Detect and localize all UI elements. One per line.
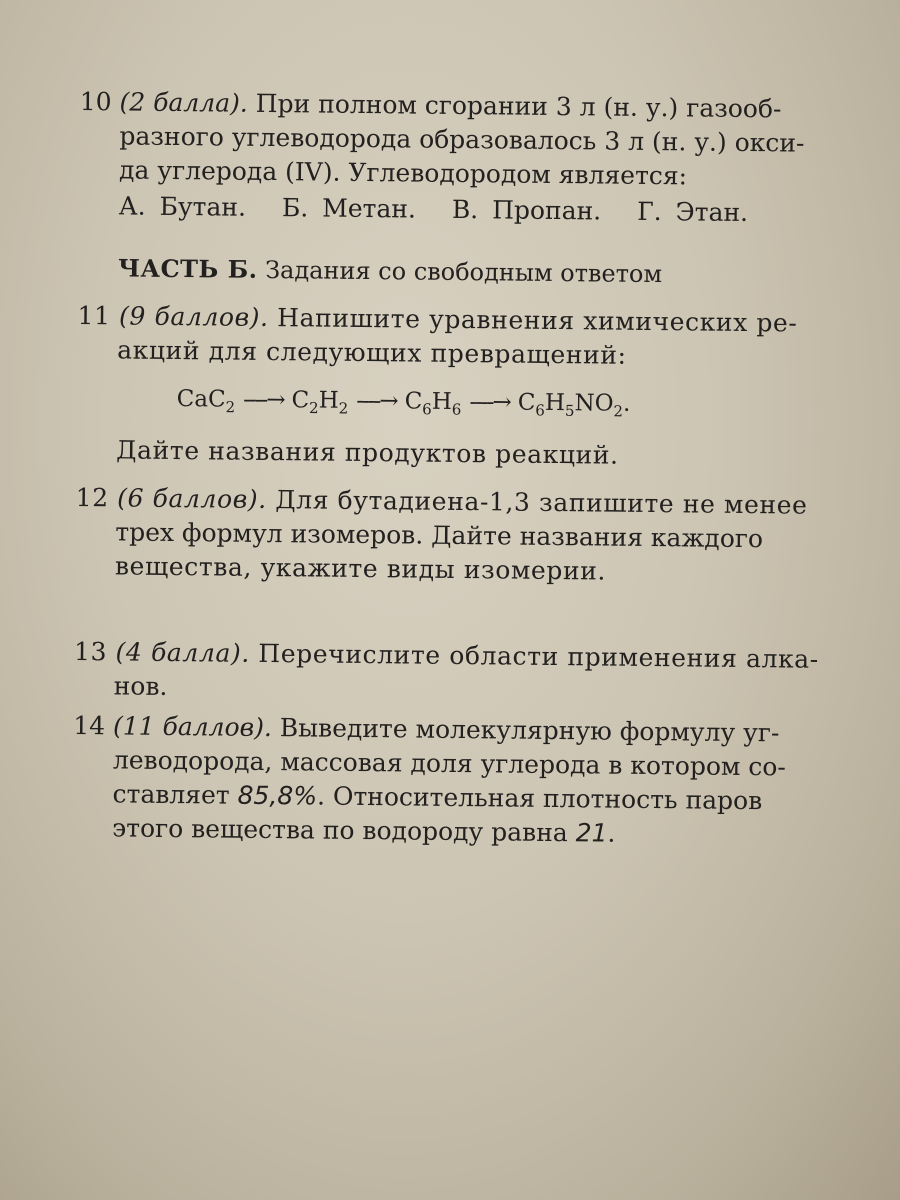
reaction-scheme xyxy=(176,382,796,430)
part-b-heading xyxy=(118,251,798,292)
task-14-line-2: леводорода, массовая доля углерода в котором со- xyxy=(112,744,787,782)
formula-c2h2: $C_2H_2$ xyxy=(291,387,349,418)
task-number: 14 xyxy=(73,710,106,740)
task-points: (2 балла). xyxy=(119,87,248,118)
task-text: При полном сгорании 3 л (н. у.) газооб- xyxy=(255,88,782,124)
task-10-line-3: да углерода (IV). Углеводородом является: xyxy=(118,155,688,191)
task-14-line-3: ставляет 85,8%. Относительная плотность паров xyxy=(112,778,763,815)
answer-option-b: Б. Метан. xyxy=(281,193,417,224)
task-11 xyxy=(76,299,798,474)
task-13 xyxy=(73,635,819,711)
task-text: Напишите уравнения химических ре- xyxy=(277,303,798,338)
mass-fraction-value: 85,8% xyxy=(237,780,318,811)
task-12 xyxy=(75,481,808,591)
task-points: (9 баллов). xyxy=(118,301,269,332)
answer-options xyxy=(119,189,799,230)
task-text: Выведите молекулярную формулу уг- xyxy=(279,712,780,747)
answer-option-d: Г. Этан. xyxy=(637,196,749,228)
answer-option-a: А. Бутан. xyxy=(118,191,247,222)
arrow-icon: ----→ xyxy=(469,389,510,416)
formula-c6h6: $C_6H_6$ xyxy=(404,388,462,419)
exam-text xyxy=(72,85,819,852)
formula-cac2: CaC$_2$ xyxy=(176,386,236,417)
task-12-line-3: вещества, укажите виды изомерии. xyxy=(114,550,607,586)
task-11-line-3: Дайте названия продуктов реакций. xyxy=(116,434,619,470)
task-12-line-2: трех формул изомеров. Дайте названия каждого xyxy=(115,516,764,553)
task-points: (4 балла). xyxy=(115,636,250,668)
task-number: 13 xyxy=(73,636,108,666)
arrow-icon: ----→ xyxy=(243,386,284,414)
task-11-line-2: акций для следующих превращений: xyxy=(117,335,627,370)
task-14-line-4: этого вещества по водороду равна 21. xyxy=(112,812,616,848)
task-text: Перечислите области применения алка- xyxy=(258,638,819,674)
part-b-label: ЧАСТЬ Б. xyxy=(117,253,258,284)
formula-c6h5no2: $C_6H_5NO_2$. xyxy=(517,389,631,421)
task-text: Для бутадиена-1,3 запишите не менее xyxy=(275,484,808,520)
task-number: 11 xyxy=(77,300,111,331)
task-13-line-2: нов. xyxy=(113,670,168,701)
arrow-icon: ----→ xyxy=(356,387,397,415)
part-b-title: Задания со свободным ответом xyxy=(265,255,663,289)
task-14 xyxy=(72,709,793,853)
task-points: (11 баллов). xyxy=(112,710,273,742)
task-number: 12 xyxy=(75,482,109,512)
task-10 xyxy=(79,85,805,231)
density-value: 21 xyxy=(575,817,608,848)
task-10-line-2: разного углеводорода образовалось 3 л (н. у.) окси- xyxy=(119,121,805,158)
task-number: 10 xyxy=(79,86,112,117)
task-points: (6 баллов). xyxy=(117,483,267,514)
answer-option-c: В. Пропан. xyxy=(451,194,602,226)
